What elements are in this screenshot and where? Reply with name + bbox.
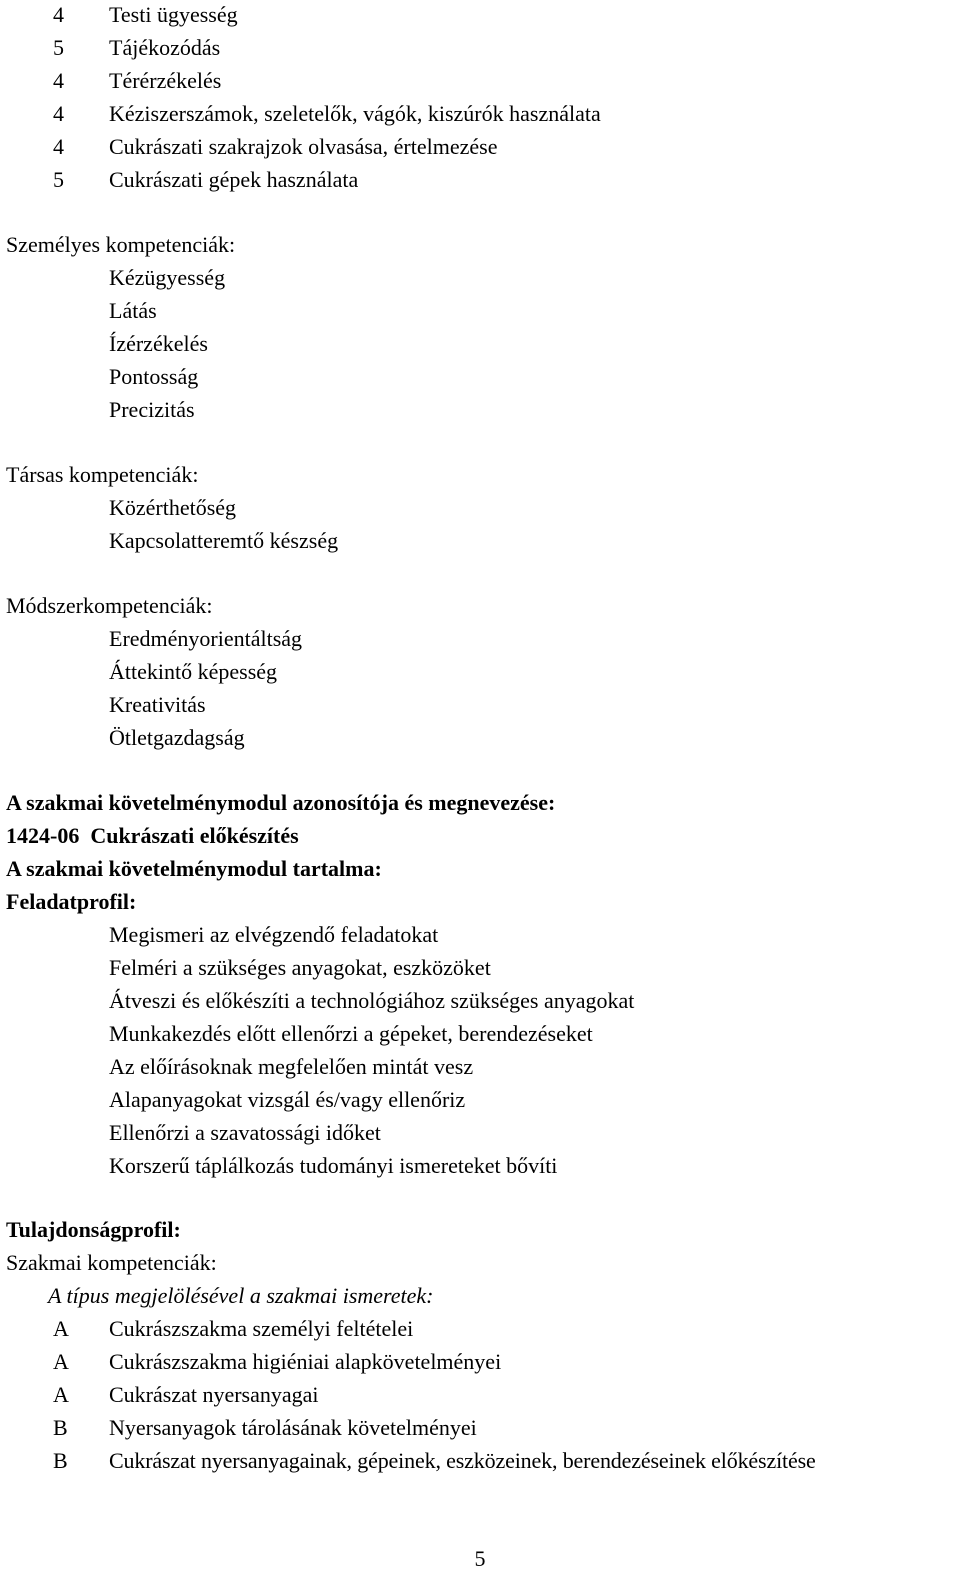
task-item: Korszerű táplálkozás tudományi ismereteket bővíti [109,1153,558,1178]
list-item: Ötletgazdagság [109,725,245,750]
task-item: Megismeri az elvégzendő feladatokat [109,922,439,947]
knowledge-type: A [53,1349,69,1374]
list-item: Pontosság [109,364,199,389]
knowledge-type: B [53,1448,68,1473]
method-competencies-heading: Módszerkompetenciák: [6,593,213,618]
skill-level: 5 [53,35,64,60]
knowledge-text: Cukrászat nyersanyagai [109,1382,319,1407]
skill-level: 4 [53,2,64,27]
skill-text: Cukrászati szakrajzok olvasása, értelmezése [109,134,498,159]
task-profile-heading: Feladatprofil: [6,889,137,914]
knowledge-item [0,1345,960,1378]
list-item: Precizitás [109,397,195,422]
list-item: Közérthetőség [109,495,237,520]
knowledge-text: Cukrászszakma higiéniai alapkövetelményei [109,1349,502,1374]
skill-level: 4 [53,68,64,93]
social-competencies-heading: Társas kompetenciák: [6,462,199,487]
list-item: Ízérzékelés [109,331,208,356]
knowledge-item [0,1411,960,1444]
list-item: Kapcsolatteremtő készség [109,528,339,553]
list-item: Eredményorientáltság [109,626,303,651]
skill-text: Testi ügyesség [109,2,238,27]
module-content-heading: A szakmai követelménymodul tartalma: [6,856,382,881]
page-number: 5 [474,1546,486,1571]
property-profile-heading: Tulajdonságprofil: [6,1217,181,1242]
skill-text: Cukrászati gépek használata [109,167,359,192]
skill-level: 4 [53,134,64,159]
knowledge-type: A [53,1316,69,1341]
skill-text: Tájékozódás [109,35,221,60]
skill-text: Térérzékelés [109,68,222,93]
skill-level: 4 [53,101,64,126]
knowledge-text: Cukrászszakma személyi feltételei [109,1316,414,1341]
knowledge-type: A [53,1382,69,1407]
task-item: Az előírásoknak megfelelően mintát vesz [109,1054,474,1079]
skill-level: 5 [53,167,64,192]
task-item: Felméri a szükséges anyagokat, eszközöket [109,955,491,980]
module-id-heading: A szakmai követelménymodul azonosítója és megnevezése: [6,790,556,815]
list-item: Kreativitás [109,692,206,717]
task-item: Alapanyagokat vizsgál és/vagy ellenőriz [109,1087,466,1112]
knowledge-item [0,1312,960,1345]
knowledge-text: Cukrászat nyersanyagainak, gépeinek, eszközeinek, berendezéseinek előkészítése [109,1448,816,1473]
task-item: Átveszi és előkészíti a technológiához szükséges anyagokat [109,988,635,1013]
professional-competencies-heading: Szakmai kompetenciák: [6,1250,217,1275]
module-id-name: 1424-06 Cukrászati előkészítés [6,823,299,848]
knowledge-text: Nyersanyagok tárolásának követelményei [109,1415,477,1440]
task-item: Munkakezdés előtt ellenőrzi a gépeket, berendezéseket [109,1021,593,1046]
skill-text: Kéziszerszámok, szeletelők, vágók, kiszúrók használata [109,101,601,126]
type-note: A típus megjelölésével a szakmai ismeretek: [48,1283,434,1308]
list-item: Áttekintő képesség [109,659,278,684]
personal-competencies-heading: Személyes kompetenciák: [6,232,236,257]
knowledge-item [0,1378,960,1411]
knowledge-item [0,1444,960,1477]
list-item: Kézügyesség [109,265,226,290]
knowledge-type: B [53,1415,68,1440]
list-item: Látás [109,298,157,323]
task-item: Ellenőrzi a szavatossági időket [109,1120,381,1145]
